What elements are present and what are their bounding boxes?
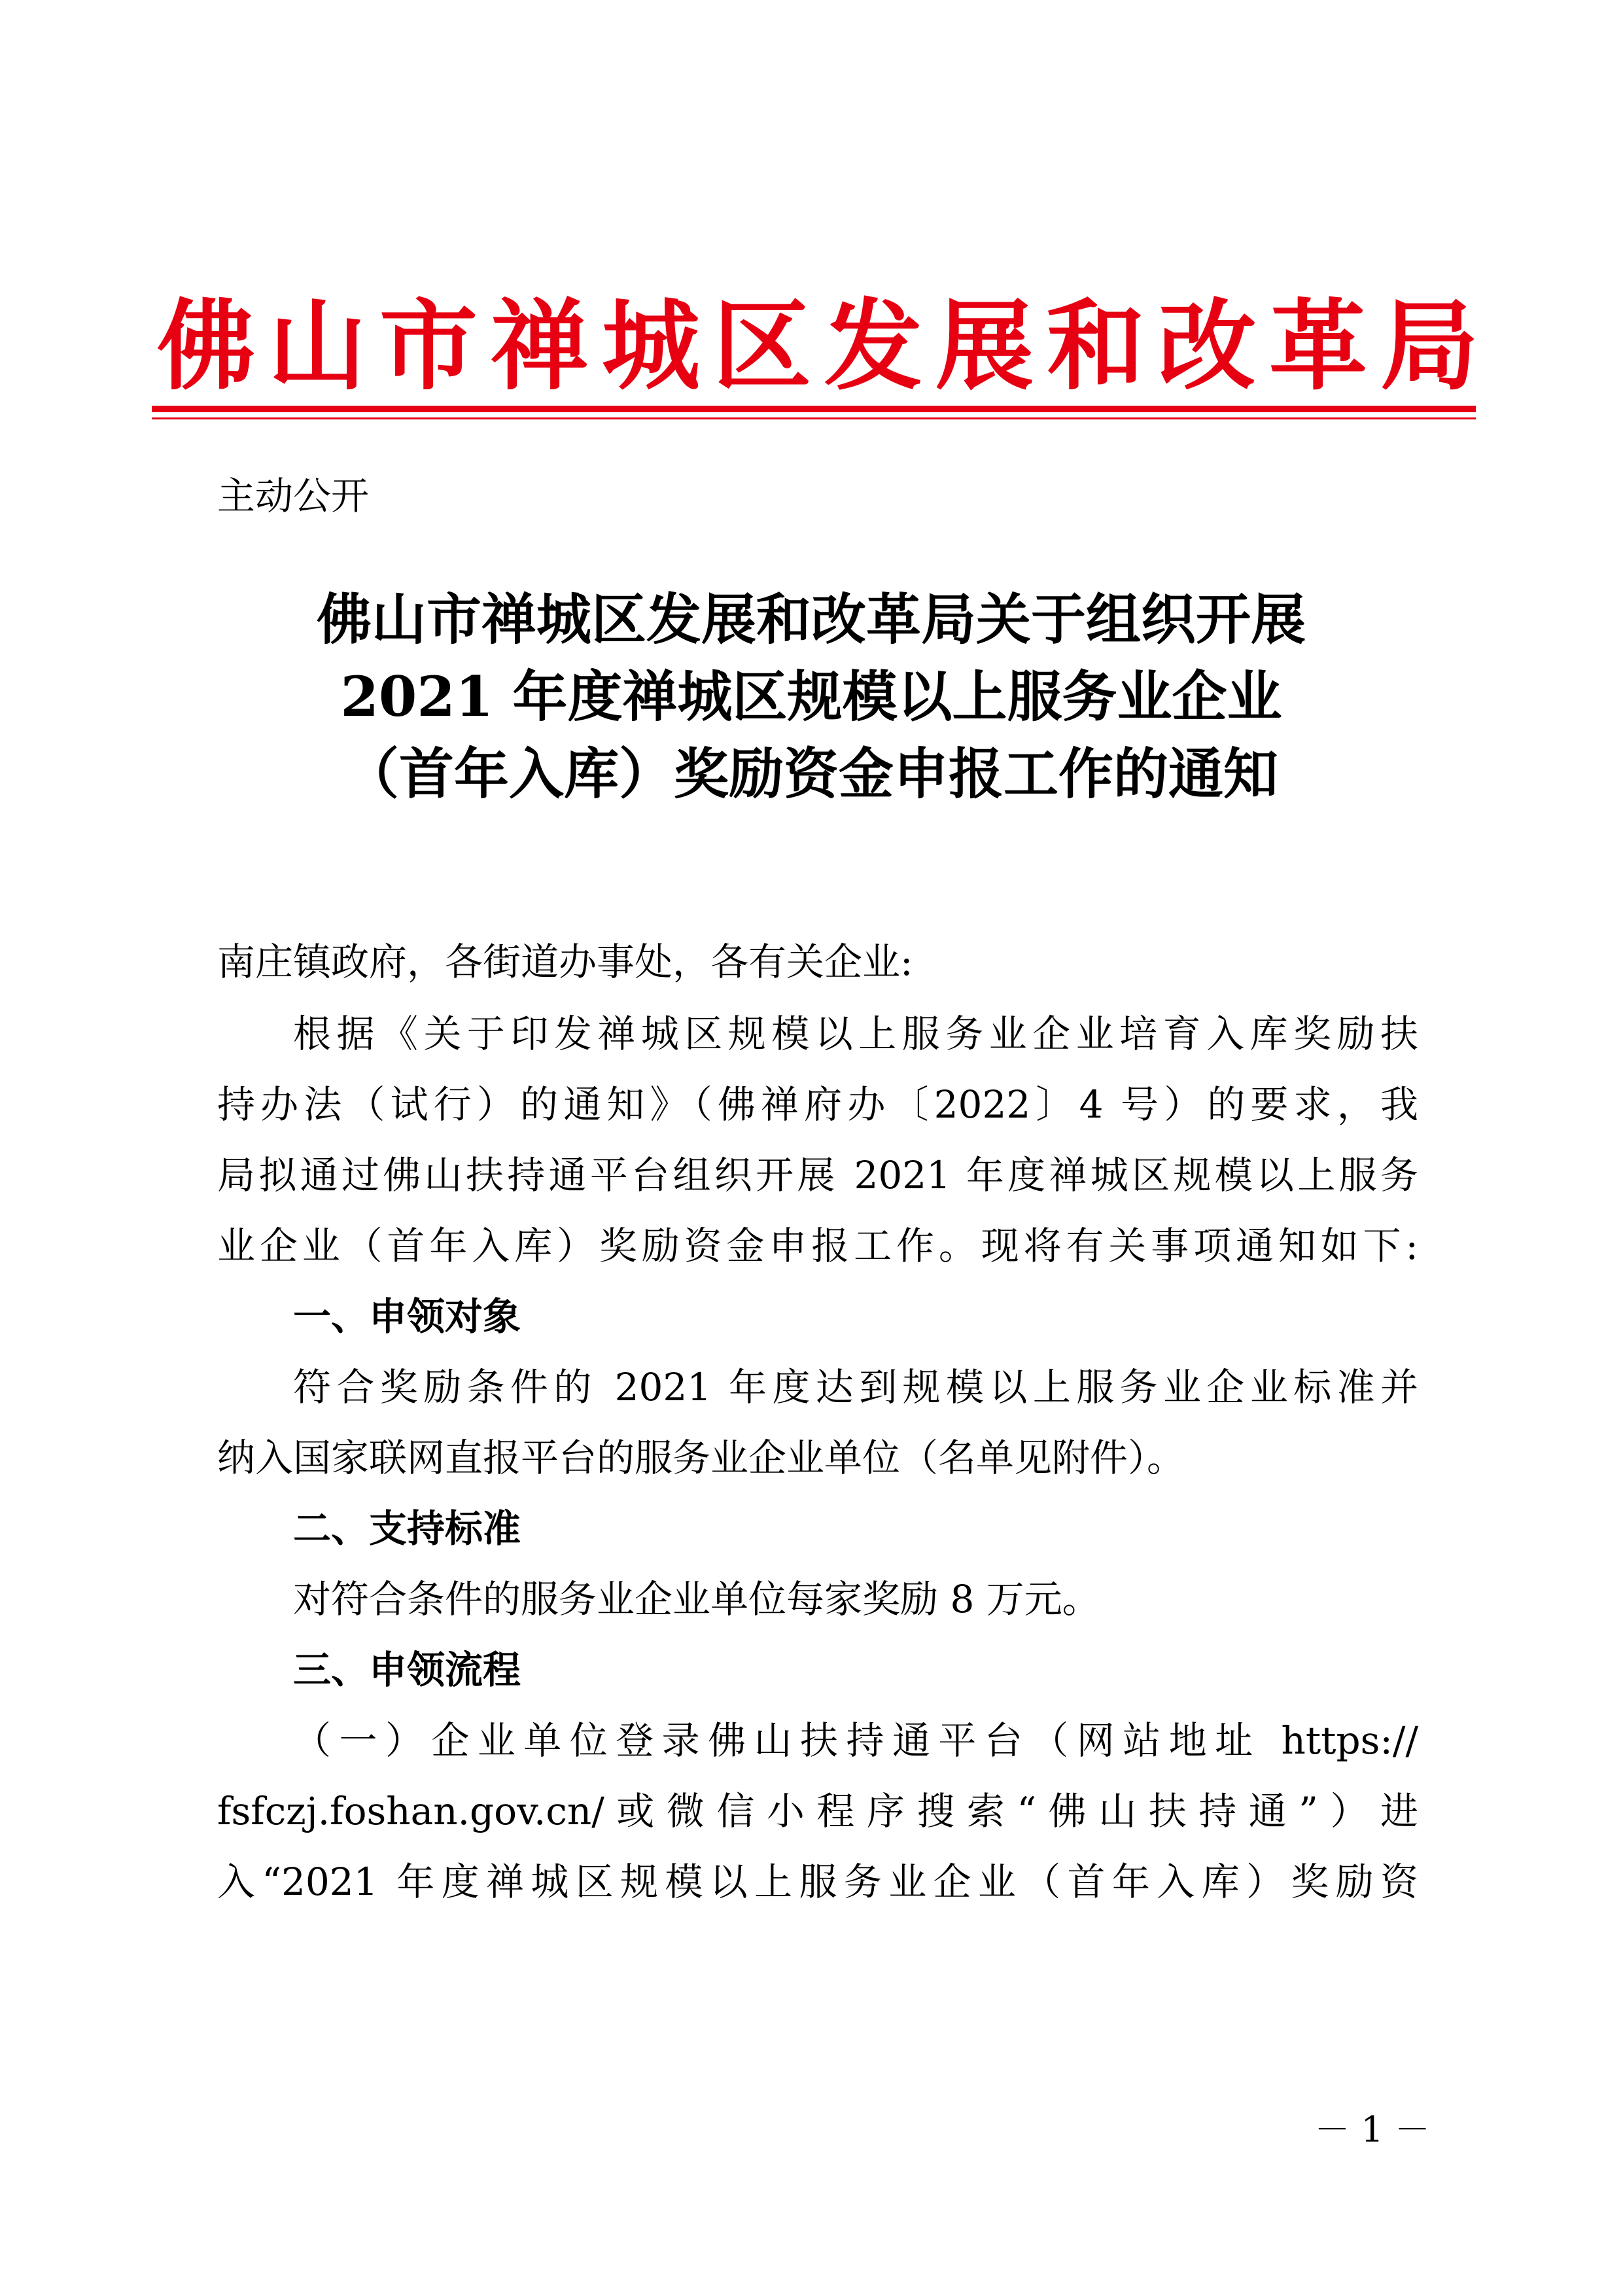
section-heading: 三、申领流程 <box>293 1648 521 1692</box>
paragraph-line: 入“2021 年度禅城区规模以上服务业企业（首年入库）奖励资 <box>217 1860 1418 1904</box>
document-title <box>157 581 1465 813</box>
document-title-line: 佛山市禅城区发展和改革局关于组织开展 <box>316 587 1306 652</box>
paragraph-line: （一）企业单位登录佛山扶持通平台（网站地址 https:// <box>293 1718 1418 1763</box>
paragraph-line: 根据《关于印发禅城区规模以上服务业企业培育入库奖励扶 <box>293 1012 1418 1056</box>
paragraph-line: fsfczj.foshan.gov.cn/或微信小程序搜索“佛山扶持通”）进 <box>217 1789 1418 1833</box>
letterhead-rule-thick <box>152 406 1476 412</box>
letterhead-organization: 佛山市禅城区发展和改革局 <box>157 290 1492 404</box>
document-title-line: 2021 年度禅城区规模以上服务业企业 <box>340 664 1282 729</box>
paragraph-line: 业企业（首年入库）奖励资金申报工作。现将有关事项通知如下: <box>217 1224 1418 1268</box>
paragraph-line: 对符合条件的服务业企业单位每家奖励 8 万元。 <box>293 1577 1100 1621</box>
disclosure-label: 主动公开 <box>217 474 370 518</box>
letterhead-rule-thin <box>152 417 1476 419</box>
paragraph-line: 符合奖励条件的 2021 年度达到规模以上服务业企业标准并 <box>293 1365 1418 1409</box>
document-title-line: （首年入库）奖励资金申报工作的通知 <box>343 741 1278 806</box>
paragraph-line: 纳入国家联网直报平台的服务业企业单位（名单见附件）。 <box>217 1436 1185 1480</box>
salutation: 南庄镇政府，各街道办事处，各有关企业: <box>217 940 913 984</box>
paragraph-line: 局拟通过佛山扶持通平台组织开展 2021 年度禅城区规模以上服务 <box>217 1153 1418 1197</box>
section-heading: 二、支持标准 <box>293 1506 521 1551</box>
page-number: － 1 － <box>1314 2109 1430 2150</box>
paragraph-line: 持办法（试行）的通知》（佛禅府办〔2022〕4 号）的要求，我 <box>217 1082 1418 1127</box>
section-heading: 一、申领对象 <box>293 1294 521 1339</box>
